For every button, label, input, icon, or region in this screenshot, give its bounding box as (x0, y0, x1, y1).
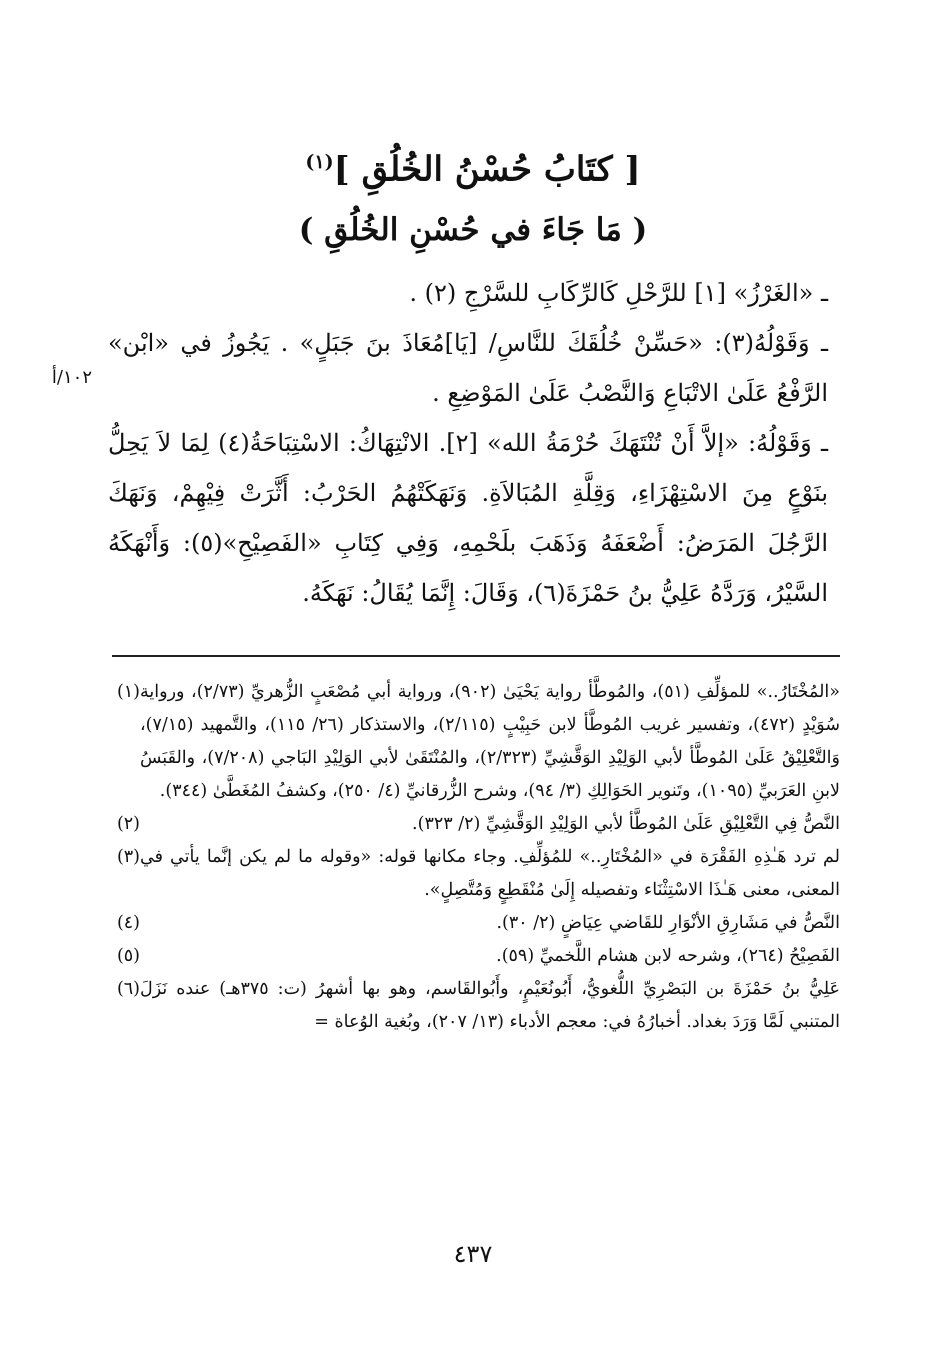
footnote-4 (100, 907, 840, 940)
footnote-text: «المُخْتَارُ..» للمؤلِّفِ (٥١)، والمُوطَّأ رواية يَحْيَىٰ (٩٠٢)، ورواية أبي مُصْعَبٍ الزُّهريِّ (٢/٧٣)، ورواية سُوَيْدٍ (٤٧٢)، وتفسير غريب المُوطَّأ لابن حَبِيْبٍ (٢/١١٥)، والاستذكار (٢٦/ ١١٥)، والتَّمهيد (٧/١٥)، وَالتَّعْلِيْقُ عَلَىٰ المُوطَّأ لأبي الوَلِيْدِ الوَقَّشِيِّ (٢/٣٢٣)، والمُنْتَقَىٰ لأبي الوَلِيْدِ البَاجي (٧/٢٠٨)، والقَبَسُ لابنِ العَرَبيِّ (١٠٩٥)، وتَنوير الحَوَالِكِ (٣/ ٩٤)، وشرح الزُّرقانيِّ (٤/ ٢٥٠)، وكشفُ المُغَطَّىٰ (٣٤٤). (140, 682, 840, 801)
footnote-5 (100, 940, 840, 973)
main-paragraph-3: ـ وَقَوْلُهُ: «إلاَّ أَنْ تُنْتَهَكَ حُرْمَةُ الله» [٢]. الانْتِهَاكُ: الاسْتِبَاحَةُ(٤) لِمَا لاَ يَحِلُّ بنَوْعٍ مِنَ الاسْتِهْزَاءِ، وَقِلَّةِ المُبَالاَةِ. وَنَهَكَتْهُمُ الحَرْبُ: أَثَّرَتْ فِيْهِمْ، وَنَهَكَ الرَّجُلَ المَرَضُ: أَضْعَفَهُ وَذَهَبَ بلَحْمِهِ، وَفِي كِتَابِ «الفَصِيْحِ»(٥): وَأَنْهَكَهُ السَّيْرُ، وَرَدَّهُ عَلِيُّ بنُ حَمْزَةَ(٦)، وَقَالَ: إِنَّمَا يُقَالُ: نَهَكَهُ. (108, 429, 828, 607)
main-text (108, 268, 828, 618)
footnote-number: (٢) (116, 814, 140, 834)
book-title-footnote-ref: (١) (305, 151, 334, 173)
footnote-divider (112, 655, 840, 657)
footnote-number: (١) (116, 682, 140, 702)
footnote-text: النَّصُّ فِي التَّعْلِيْقِ عَلَىٰ المُوطَّأ لأبي الوَلِيْدِ الوَقَّشِيِّ (٢/ ٣٢٣). (412, 814, 840, 834)
margin-folio-note: ١٠٢/أ (51, 367, 92, 388)
footnote-number: (٤) (116, 913, 140, 933)
footnote-2 (100, 808, 840, 841)
book-title-text: [ كتَابُ حُسْنُ الخُلُقِ ] (333, 149, 641, 190)
main-paragraph-2: ـ وَقَوْلُهُ(٣): «حَسِّنْ خُلُقَكَ للنَّاسِ/ [يَا]مُعَاذَ بنَ جَبَلٍ» . يَجُوزُ في «ابْن» الرَّفْعُ عَلَىٰ الاتْبَاعِ وَالنَّصْبُ عَلَىٰ المَوْضِعِ . (108, 329, 828, 407)
footnote-text: عَلِيُّ بنُ حَمْزَةَ بن البَصْرِيِّ اللُّغويُّ، أَبُونُعَيْمٍ، وأَبُوالقَاسم، وهو بها أشهرُ (ت: ٣٧٥هـ) عنده نَزَلَ المتنبي لَمَّا وَرَدَ بغداد. أخبارُهُ في: معجم الأدباء (١٣/ ٢٠٧)، وبُغية الوُعاة = (140, 979, 840, 1032)
footnote-3 (100, 841, 840, 907)
book-title (0, 140, 946, 191)
footnote-number: (٥) (116, 946, 140, 966)
chapter-title: ( مَا جَاءَ في حُسْنِ الخُلُقِ ) (298, 212, 648, 248)
page-number: ٤٣٧ (453, 1240, 493, 1268)
footnote-number: (٦) (116, 979, 140, 999)
main-paragraph-1: ـ «الغَرْزُ» [١] للرَّحْلِ كَالرِّكَابِ للسَّرْجِ (٢) . (409, 279, 828, 307)
footnote-1 (100, 676, 840, 808)
footnote-text: لم ترد هَـٰذِهِ الفَقْرَة في «المُخْتَارِ..» للمُؤلِّفِ. وجاء مكانها قوله: «وقوله ما لم يكن إنَّما يأتي في المعنى، معنى هَـٰذَا الاسْتِثْنَاء وتفصيله إِلَىٰ مُنْقَطِعٍ وَمُتَّصِلٍ». (140, 847, 840, 900)
footnotes (100, 676, 840, 1039)
footnote-text: النَّصُّ في مَشَارِقِ الأنْوَارِ للقَاضي عِيَاضٍ (٢/ ٣٠). (496, 913, 840, 933)
footnote-6 (100, 973, 840, 1039)
footnote-text: الفَصِيْحُ (٢٦٤)، وشرحه لابن هشام اللَّخميِّ (٥٩). (496, 946, 840, 966)
footnote-number: (٣) (116, 847, 140, 867)
